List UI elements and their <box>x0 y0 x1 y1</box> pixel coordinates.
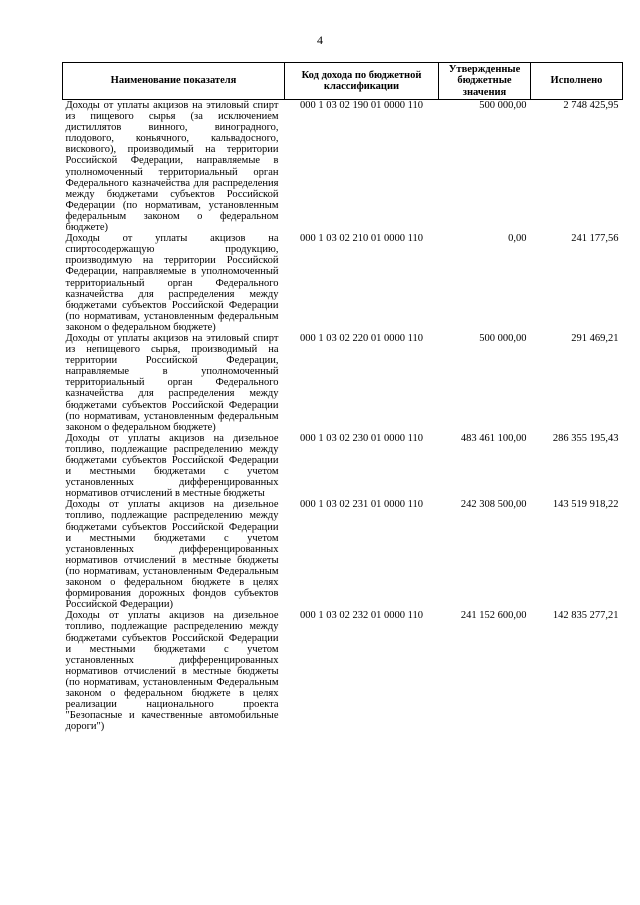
row-budget-code: 000 1 03 02 231 01 0000 110 <box>300 499 423 511</box>
row-approved-value: 241 152 600,00 <box>460 610 527 622</box>
header-approved-values: Утвержденные бюджетные значения <box>439 63 531 100</box>
row-executed-value: 2 748 425,95 <box>563 100 619 111</box>
row-approved-value: 0,00 <box>508 233 527 245</box>
table-row <box>63 233 623 333</box>
table-row <box>63 333 623 433</box>
row-executed-value: 142 835 277,21 <box>552 610 619 622</box>
row-approved-value: 483 461 100,00 <box>460 432 527 444</box>
header-indicator-name: Наименование показателя <box>63 63 285 100</box>
revenue-table <box>62 62 623 732</box>
row-executed-value: 291 469,21 <box>571 332 619 344</box>
header-budget-code: Код дохода по бюджетной классификации <box>285 63 439 100</box>
row-budget-code: 000 1 03 02 220 01 0000 110 <box>300 332 423 344</box>
row-executed-value: 241 177,56 <box>571 233 619 245</box>
header-executed: Исполнено <box>531 63 623 100</box>
table-row <box>63 610 623 732</box>
row-indicator-name: Доходы от уплаты акцизов на этиловый спирт из пищевого сырья (за исключением дистиллятов винного, виноградного, плодового, коньячного, кальвадосного, вискового), производимый на территории Российской Федерации, направляемые в уполномоченный территориальный орган Федерального казначейства для распределения между бюджетами субъектов Российской Федерации (по нормативам, установленным федеральным законом о федеральном бюджете) <box>65 100 279 234</box>
row-approved-value: 242 308 500,00 <box>460 499 527 511</box>
row-indicator-name: Доходы от уплаты акцизов на дизельное топливо, подлежащие распределению между бюджетами субъектов Российской Федерации и местными бюджетами с учетом установленных дифференцированных нормативов отчислений в местные бюджеты (по нормативам, установленным Федеральным законом о федеральном бюджете в целях формирования дорожных фондов субъектов Российской Федерации) <box>65 499 279 611</box>
table-row <box>63 433 623 500</box>
row-budget-code: 000 1 03 02 210 01 0000 110 <box>300 233 423 245</box>
row-approved-value: 500 000,00 <box>479 100 527 111</box>
row-indicator-name: Доходы от уплаты акцизов на этиловый спирт из непищевого сырья, производимый на территории Российской Федерации, направляемые в уполномоченный территориальный орган Федерального казначейства для распределения между бюджетами субъектов Российской Федерации (по нормативам, установленным федеральным законом о федеральном бюджете) <box>65 332 279 433</box>
row-approved-value: 500 000,00 <box>479 332 527 344</box>
table-header-row <box>63 63 623 100</box>
row-indicator-name: Доходы от уплаты акцизов на дизельное топливо, подлежащие распределению между бюджетами субъектов Российской Федерации и местными бюджетами с учетом установленных дифференцированных нормативов отчислений в местные бюджеты (по нормативам, установленным Федеральным законом о федеральном бюджете в целях реализации национального проекта "Безопасные и качественные автомобильные дороги") <box>65 610 279 733</box>
table-row <box>63 499 623 610</box>
row-budget-code: 000 1 03 02 232 01 0000 110 <box>300 610 423 622</box>
page-number: 4 <box>317 33 323 47</box>
table-row <box>63 100 623 234</box>
row-indicator-name: Доходы от уплаты акцизов на дизельное топливо, подлежащие распределению между бюджетами субъектов Российской Федерации и местными бюджетами с учетом установленных дифференцированных нормативов отчислений в местные бюджеты <box>65 432 279 500</box>
row-executed-value: 143 519 918,22 <box>552 499 619 511</box>
row-indicator-name: Доходы от уплаты акцизов на спиртосодержащую продукцию, производимую на территории Российской Федерации, направляемые в уполномоченный территориальный орган Федерального казначейства для распределения между бюджетами субъектов Российской Федерации (по нормативам, установленным федеральным законом о федеральном бюджете) <box>65 233 279 333</box>
row-budget-code: 000 1 03 02 190 01 0000 110 <box>300 100 423 111</box>
row-budget-code: 000 1 03 02 230 01 0000 110 <box>300 432 423 444</box>
row-executed-value: 286 355 195,43 <box>552 432 619 444</box>
